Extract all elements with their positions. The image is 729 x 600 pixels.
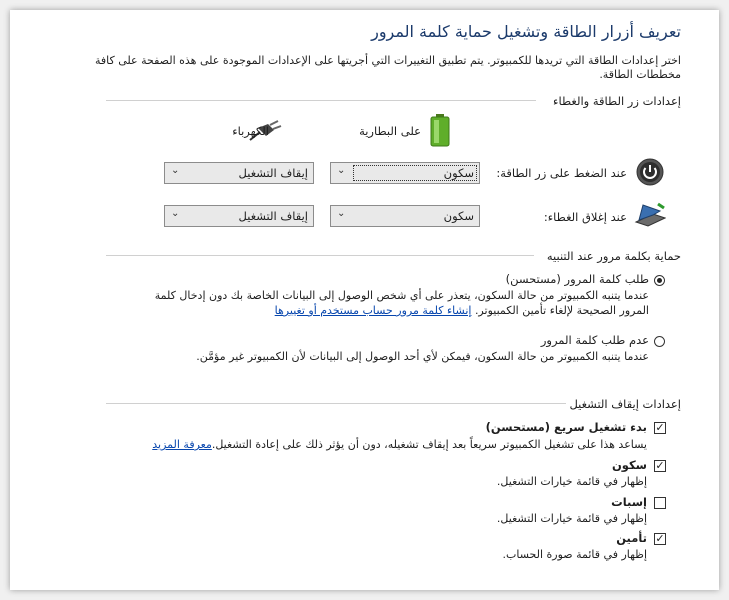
hibernate-label[interactable]: إسبات: [611, 495, 647, 509]
lock-desc: إظهار في قائمة صورة الحساب.: [502, 548, 647, 561]
page-description: اختر إعدادات الطاقة التي تريدها للكمبيوتر. يتم تطبيق التغييرات التي أجريتها على الإعدادات الموجودة على هذه الصفحة على كافة مخططات الطاقة.: [95, 54, 681, 81]
power-section-title: إعدادات زر الطاقة والغطاء: [553, 94, 681, 108]
settings-panel: [10, 10, 719, 590]
fast-startup-label[interactable]: بدء تشغيل سريع (مستحسن): [485, 420, 647, 434]
chevron-down-icon: ⌄: [337, 208, 346, 219]
fast-startup-desc: يساعد هذا على تشغيل الكمبيوتر سريعاً بعد إيقاف تشغيله، دون أن يؤثر ذلك على إعادة التشغيل.: [211, 438, 647, 451]
fast-startup-checkbox[interactable]: ✓: [655, 421, 665, 434]
change-password-link[interactable]: إنشاء كلمة مرور حساب مستخدم أو تغييرها: [274, 304, 472, 317]
section-divider: [106, 403, 566, 404]
lid-label: عند إغلاق الغطاء:: [543, 210, 627, 224]
chevron-down-icon: ⌄: [171, 165, 180, 176]
no-password-radio[interactable]: [654, 336, 665, 347]
selected-value: إيقاف التشغيل: [238, 166, 308, 180]
hibernate-desc: إظهار في قائمة خيارات التشغيل.: [496, 512, 647, 525]
lid-battery-select[interactable]: [330, 205, 480, 227]
require-password-radio[interactable]: [654, 275, 665, 286]
battery-label: على البطارية: [359, 124, 421, 138]
selected-value: سكون: [443, 166, 474, 180]
require-password-desc-2: المرور الصحيحة لإلغاء تأمين الكمبيوتر.: [474, 304, 649, 317]
password-section-title: حماية بكلمة مرور عند التنبيه: [546, 249, 681, 263]
power-button-label: عند الضغط على زر الطاقة:: [496, 166, 627, 180]
chevron-down-icon: ⌄: [337, 165, 346, 176]
sleep-checkbox[interactable]: ✓: [655, 459, 665, 472]
hibernate-checkbox[interactable]: [654, 497, 666, 509]
page-title: تعريف أزرار الطاقة وتشغيل حماية كلمة المرور: [371, 22, 681, 41]
power-button-battery-select[interactable]: [330, 162, 480, 184]
section-divider: [106, 255, 534, 256]
plugged-in-label: الكهرباء: [232, 124, 269, 138]
selected-value: سكون: [443, 209, 474, 223]
require-password-desc-1: عندما يتنبه الكمبيوتر من حالة السكون، يتعذر على أي شخص الوصول إلى البيانات الخاصة بك دون إدخال كلمة: [154, 289, 649, 302]
section-divider: [106, 100, 536, 101]
learn-more-link[interactable]: معرفة المزيد: [152, 438, 212, 451]
sleep-label[interactable]: سكون: [611, 458, 647, 472]
require-password-desc-line2: [275, 304, 649, 318]
no-password-desc: عندما يتنبه الكمبيوتر من حالة السكون، فيمكن لأي أحد الوصول إلى البيانات لأن الكمبيوتر غير مؤمَّن.: [196, 350, 649, 363]
fast-startup-desc-line: [152, 438, 647, 452]
power-button-icon: [636, 158, 664, 186]
laptop-lid-icon: [634, 202, 666, 228]
battery-icon: [428, 113, 452, 147]
sleep-desc: إظهار في قائمة خيارات التشغيل.: [496, 475, 647, 488]
require-password-label[interactable]: طلب كلمة المرور (مستحسن): [505, 272, 649, 286]
power-button-plugged-select[interactable]: [164, 162, 314, 184]
selected-value: إيقاف التشغيل: [238, 209, 308, 223]
lock-label[interactable]: تأمين: [616, 531, 647, 545]
shutdown-section-title: إعدادات إيقاف التشغيل: [569, 397, 681, 411]
no-password-label[interactable]: عدم طلب كلمة المرور: [540, 333, 649, 347]
lid-plugged-select[interactable]: [164, 205, 314, 227]
lock-checkbox[interactable]: ✓: [655, 532, 665, 545]
chevron-down-icon: ⌄: [171, 208, 180, 219]
